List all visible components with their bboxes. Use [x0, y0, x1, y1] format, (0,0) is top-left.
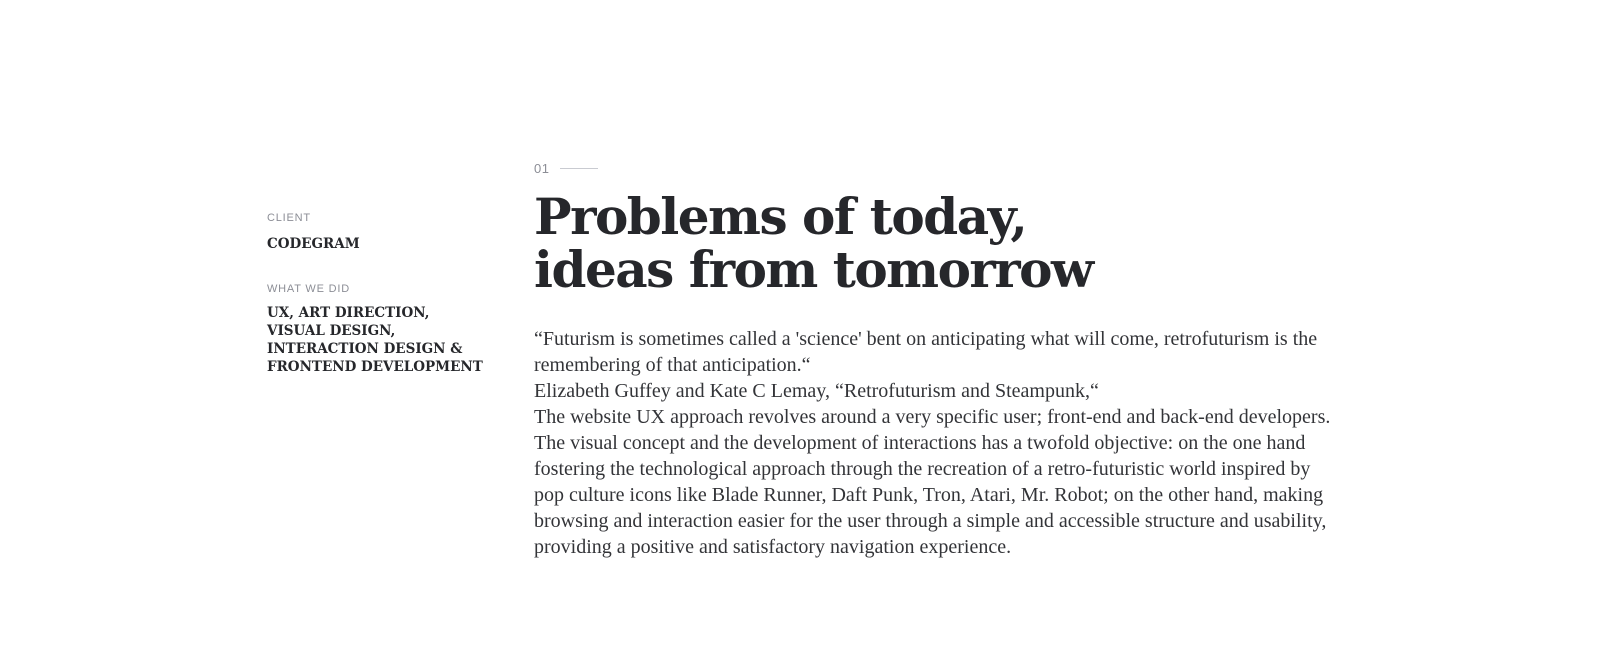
section-number: 01 — [534, 160, 550, 176]
service-line: VISUAL DESIGN, — [267, 323, 396, 339]
headline-line-1: Problems of today, — [534, 187, 1027, 246]
quote-attribution: Elizabeth Guffey and Kate C Lemay, “Retrofuturism and Steampunk,“ — [534, 380, 1099, 402]
section-headline — [534, 187, 1344, 299]
section-divider — [560, 168, 598, 169]
quote-text: “Futurism is sometimes called a 'science' bent on anticipating what will come, retrofuturism is the remembering of that anticipation.“ — [534, 328, 1318, 376]
section-body — [534, 326, 1344, 560]
client-label: CLIENT — [267, 212, 311, 224]
what-we-did-label: WHAT WE DID — [267, 283, 350, 295]
service-line: UX, ART DIRECTION, — [267, 305, 430, 321]
service-line: INTERACTION DESIGN & — [267, 341, 463, 357]
what-we-did-value — [267, 304, 487, 376]
section-marker — [534, 160, 1344, 176]
project-meta-sidebar — [267, 211, 487, 376]
client-value: CODEGRAM — [267, 236, 360, 252]
headline-line-2: ideas from tomorrow — [534, 240, 1093, 299]
project-section — [534, 160, 1344, 560]
description-text: The website UX approach revolves around a very specific user; front-end and back-end developers. The visual concept and the development of interactions has a twofold objective: on the one hand fostering the technological approach through the recreation of a retro-futuristic world inspired by pop culture icons like Blade Runner, Daft Punk, Tron, Atari, Mr. Robot; on the other hand, making browsing and interaction easier for the user through a simple and accessible structure and usability, providing a positive and satisfactory navigation experience. — [534, 406, 1331, 558]
service-line: FRONTEND DEVELOPMENT — [267, 359, 483, 375]
